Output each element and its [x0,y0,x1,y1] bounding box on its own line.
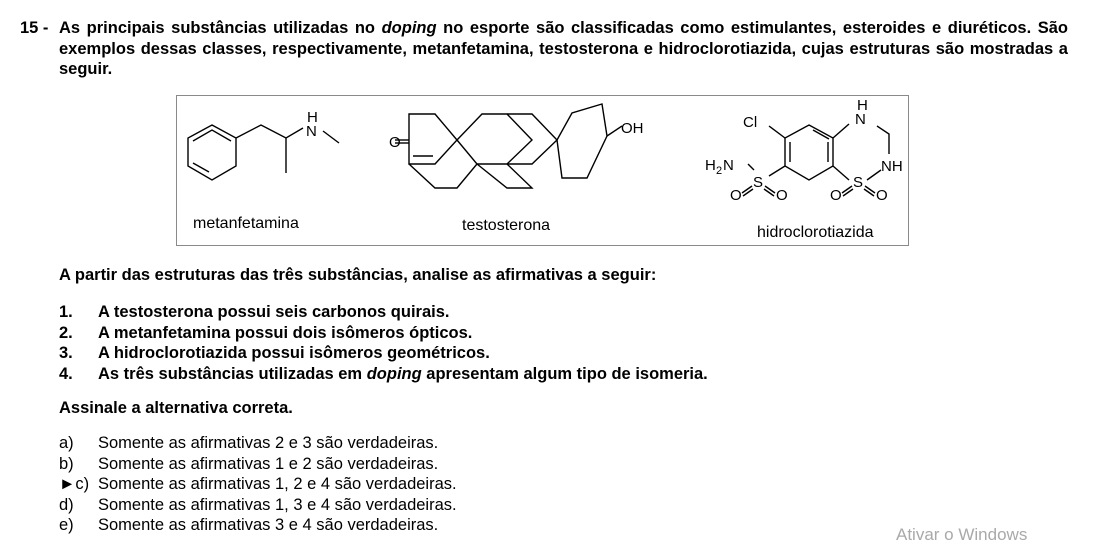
structures-figure [176,95,909,246]
methamphetamine-name: metanfetamina [193,215,299,232]
statements-list [59,302,708,384]
methamphetamine-n-label: N [306,123,317,140]
statement-number: 3. [59,344,73,362]
hydrochlorothiazide-o1-label: O [730,187,742,204]
hydrochlorothiazide-s1-label: S [753,174,764,191]
question-number: 15 - [20,19,49,37]
hydrochlorothiazide-name: hidroclorotiazida [757,224,874,241]
methamphetamine-h-label: H [307,109,318,126]
hydrochlorothiazide-amine-subscript: 2 [716,165,723,177]
statement-text-after: apresentam algum tipo de isomeria. [421,364,708,383]
instruction-text: Assinale a alternativa correta. [59,399,293,417]
option-a[interactable] [59,433,457,454]
hydrochlorothiazide-ring-n-label: N [855,111,866,128]
option-text: Somente as afirmativas 2 e 3 são verdadeiras. [98,434,439,452]
option-letter: b) [59,454,74,473]
option-text: Somente as afirmativas 1, 2 e 4 são verdadeiras. [98,475,457,493]
methamphetamine-structure [188,109,339,180]
question-text-emphasis: doping [381,19,437,37]
statement-number: 1. [59,303,73,321]
option-text: Somente as afirmativas 1, 3 e 4 são verdadeiras. [98,495,457,514]
statement-text: A metanfetamina possui dois isômeros ópticos. [98,323,473,342]
option-letter: d) [59,495,74,514]
statement-text-emphasis: doping [366,364,422,383]
statements-intro: A partir das estruturas das três substâncias, analise as afirmativas a seguir: [59,266,657,284]
hydrochlorothiazide-o3-label: O [830,187,842,204]
statement-text: A testosterona possui seis carbonos quirais. [98,303,450,321]
testosterone-o-label: O [389,134,401,151]
statement-number: 4. [59,364,73,383]
hydrochlorothiazide-ring-h-label: H [857,97,868,114]
option-letter-marked: ►c) [59,475,90,493]
hydrochlorothiazide-structure [705,97,903,204]
testosterone-oh-label: OH [621,120,644,137]
question-header [20,18,1068,80]
hydrochlorothiazide-o4-label: O [876,187,888,204]
hydrochlorothiazide-amine-n-label: N [723,157,734,174]
option-text: Somente as afirmativas 1 e 2 são verdadeiras. [98,454,439,473]
statement-text: A hidroclorotiazida possui isômeros geométricos. [98,344,490,362]
option-text: Somente as afirmativas 3 e 4 são verdadeiras. [98,516,439,534]
statement-number: 2. [59,323,73,342]
hydrochlorothiazide-nh-label: NH [881,158,903,175]
option-e[interactable] [59,515,457,536]
hydrochlorothiazide-cl-label: Cl [743,114,758,131]
question-text-part1: As principais substâncias utilizadas no [59,19,382,37]
hydrochlorothiazide-amine-h-label: H [705,157,716,174]
testosterone-name: testosterona [462,217,551,234]
testosterone-structure [389,104,644,188]
option-letter: e) [59,516,74,534]
hydrochlorothiazide-o2-label: O [776,187,788,204]
option-d[interactable] [59,495,457,516]
option-letter: a) [59,434,74,452]
statement-text-before: As três substâncias utilizadas em [98,364,367,383]
question-text [59,18,1068,80]
statement-item [59,323,708,344]
options-list [59,433,457,536]
question-text-part2: no esporte são classificadas como estimulantes, esteroides e diuréticos. São exemplos dessas classes, respectivamente, metanfetamina, testosterona e hidroclorotiazida, cujas estruturas são mostradas a seguir. [59,19,1068,78]
windows-activation-watermark: Ativar o Windows [896,525,1028,544]
statement-item [59,364,708,385]
statement-item [59,343,708,364]
hydrochlorothiazide-s2-label: S [853,174,864,191]
option-b[interactable] [59,454,457,475]
statement-item [59,302,708,323]
option-c[interactable] [59,474,457,495]
